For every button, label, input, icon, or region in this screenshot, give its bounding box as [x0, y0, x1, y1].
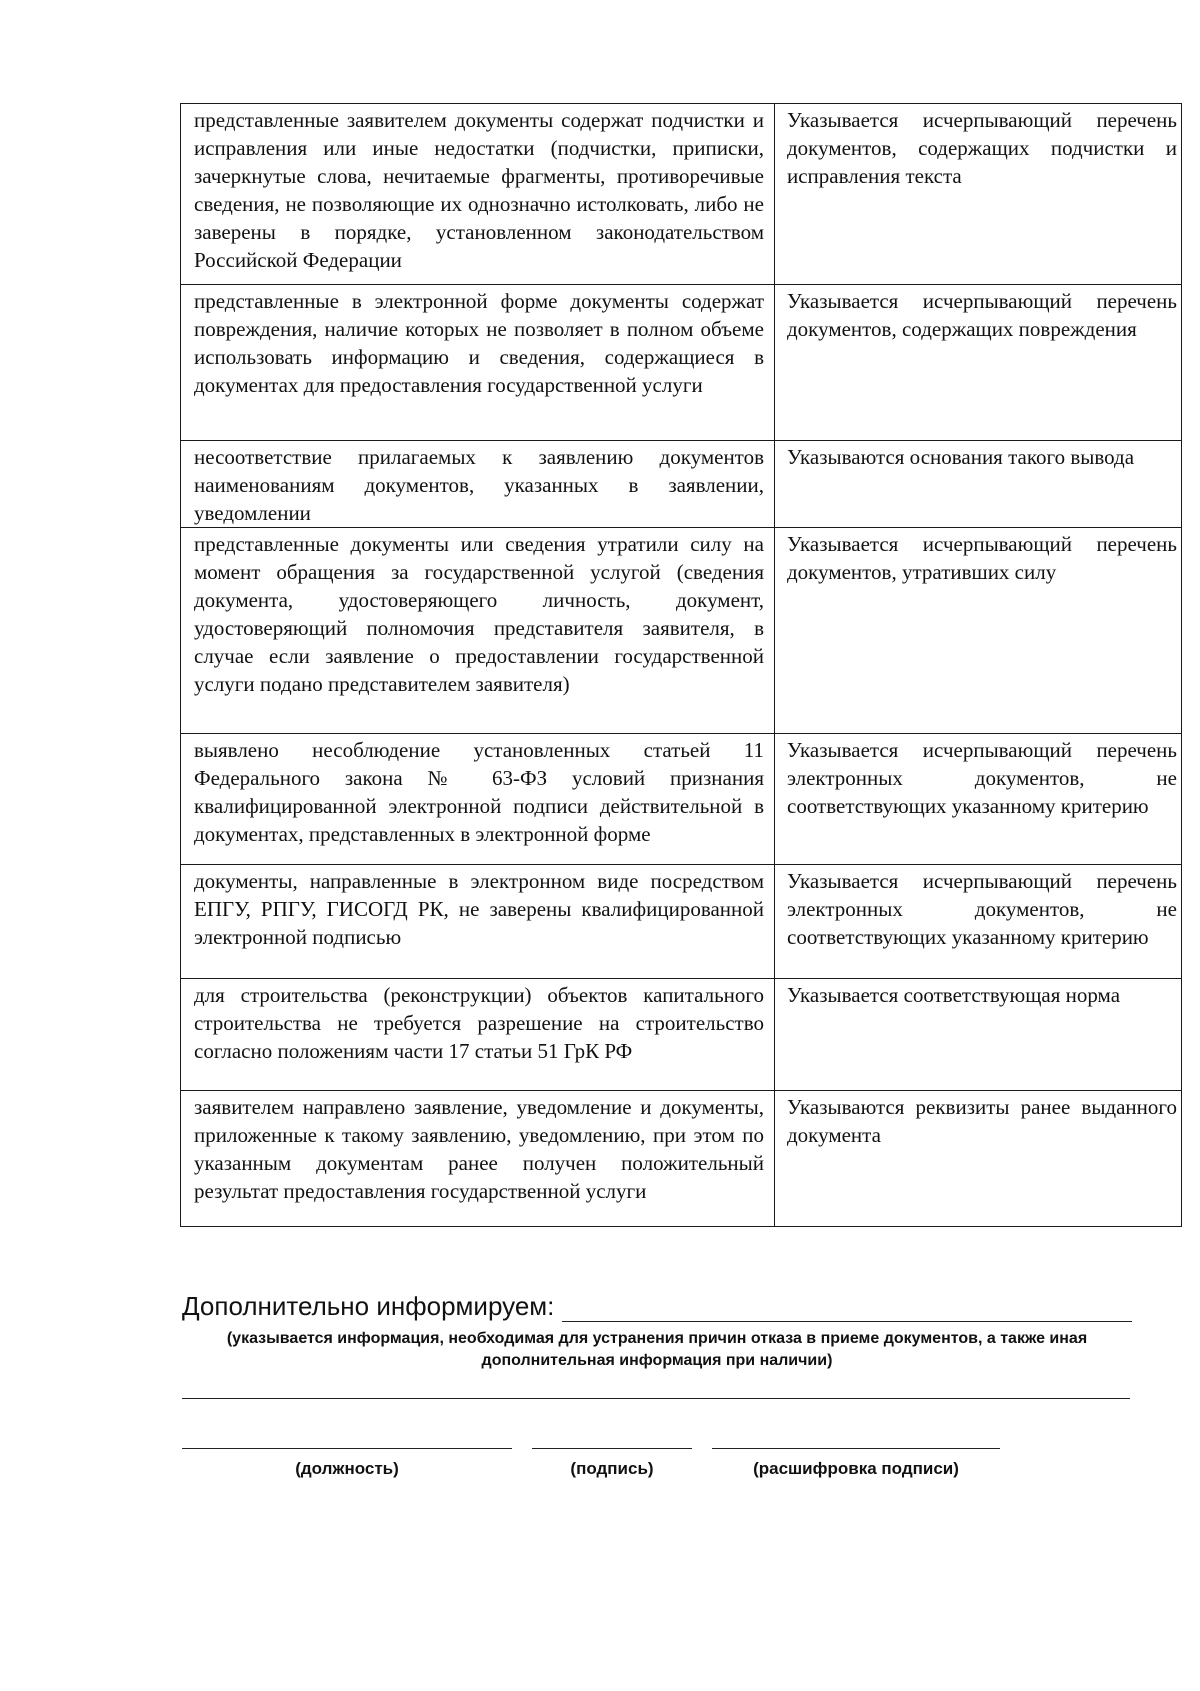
- note-text: Указывается исчерпывающий перечень документов, содержащих повреждения: [787, 289, 1177, 341]
- reason-text: несоответствие прилагаемых к заявлению документов наименованиям документов, указанных в заявлении, уведомлении: [194, 445, 764, 525]
- reason-cell: [181, 979, 775, 1091]
- reason-text: представленные в электронной форме документы содержат повреждения, наличие которых не позволяет в полном объеме использовать информацию и сведения, содержащиеся в документах для предоставления государственной услуги: [194, 289, 764, 397]
- decoding-caption: (расшифровка подписи): [753, 1459, 959, 1478]
- additional-info-section: [182, 1290, 1132, 1399]
- table-row: [181, 865, 1182, 979]
- signature-caption: (подпись): [570, 1459, 654, 1478]
- signature-field: [532, 1448, 692, 1479]
- reason-cell: [181, 734, 775, 865]
- note-text: Указывается соответствующая норма: [787, 983, 1121, 1007]
- reason-cell: [181, 104, 775, 285]
- note-text: Указывается исчерпывающий перечень электронных документов, не соответствующих указанному критерию: [787, 738, 1177, 818]
- note-cell: [775, 865, 1182, 979]
- reason-text: заявителем направлено заявление, уведомление и документы, приложенные к такому заявлению, уведомлению, при этом по указанным документам ранее получен положительный результат предоставления государственной услуги: [194, 1095, 764, 1203]
- note-cell: [775, 104, 1182, 285]
- additional-info-blank-line[interactable]: [182, 1384, 1130, 1399]
- additional-info-hint: (указывается информация, необходимая для устранения причин отказа в приеме документов, а также иная дополнительная информация при наличии): [226, 1330, 1088, 1369]
- note-cell: [775, 285, 1182, 441]
- reason-cell: [181, 865, 775, 979]
- decoding-line[interactable]: [712, 1448, 1000, 1449]
- reason-text: документы, направленные в электронном виде посредством ЕПГУ, РПГУ, ГИСОГД РК, не заверены квалифицированной электронной подписью: [194, 869, 764, 949]
- note-text: Указываются реквизиты ранее выданного документа: [787, 1095, 1177, 1147]
- reason-cell: [181, 1091, 775, 1227]
- reason-cell: [181, 285, 775, 441]
- signature-line[interactable]: [532, 1448, 692, 1449]
- note-cell: [775, 1091, 1182, 1227]
- refusal-reasons-table: [180, 103, 1182, 1227]
- reason-text: для строительства (реконструкции) объектов капитального строительства не требуется разрешение на строительство согласно положениям части 17 статьи 51 ГрК РФ: [194, 983, 764, 1063]
- table-row: [181, 104, 1182, 285]
- note-cell: [775, 441, 1182, 528]
- table-row: [181, 1091, 1182, 1227]
- note-cell: [775, 979, 1182, 1091]
- reason-text: представленные документы или сведения утратили силу на момент обращения за государственной услугой (сведения документа, удостоверяющего личность, документ, удостоверяющий полномочия представителя заявителя, в случае если заявление о предоставлении государственной услуги подано представителем заявителя): [194, 532, 764, 696]
- position-line[interactable]: [182, 1448, 512, 1449]
- table-row: [181, 734, 1182, 865]
- note-text: Указываются основания такого вывода: [787, 445, 1135, 469]
- position-field: [182, 1448, 512, 1479]
- table-row: [181, 979, 1182, 1091]
- reason-cell: [181, 441, 775, 528]
- note-text: Указывается исчерпывающий перечень документов, утративших силу: [787, 532, 1177, 584]
- table-row: [181, 285, 1182, 441]
- additional-info-blank[interactable]: [562, 1295, 1132, 1322]
- table-row: [181, 528, 1182, 734]
- position-caption: (должность): [295, 1459, 399, 1478]
- note-cell: [775, 528, 1182, 734]
- note-text: Указывается исчерпывающий перечень документов, содержащих подчистки и исправления текста: [787, 108, 1177, 188]
- additional-info-label: Дополнительно информируем:: [182, 1291, 555, 1321]
- decoding-field: [712, 1448, 1000, 1479]
- reason-text: выявлено несоблюдение установленных статьей 11 Федерального закона № 63-ФЗ условий признания квалифицированной электронной подписи действительной в документах, представленных в электронной форме: [194, 738, 764, 846]
- note-text: Указывается исчерпывающий перечень электронных документов, не соответствующих указанному критерию: [787, 869, 1177, 949]
- table-row: [181, 441, 1182, 528]
- note-cell: [775, 734, 1182, 865]
- additional-info-line: [182, 1290, 1132, 1322]
- reason-cell: [181, 528, 775, 734]
- reason-text: представленные заявителем документы содержат подчистки и исправления или иные недостатки (подчистки, приписки, зачеркнутые слова, нечитаемые фрагменты, противоречивые сведения, не позволяющие их однозначно истолковать, либо не заверены в порядке, установленном законодательством Российской Федерации: [194, 108, 764, 272]
